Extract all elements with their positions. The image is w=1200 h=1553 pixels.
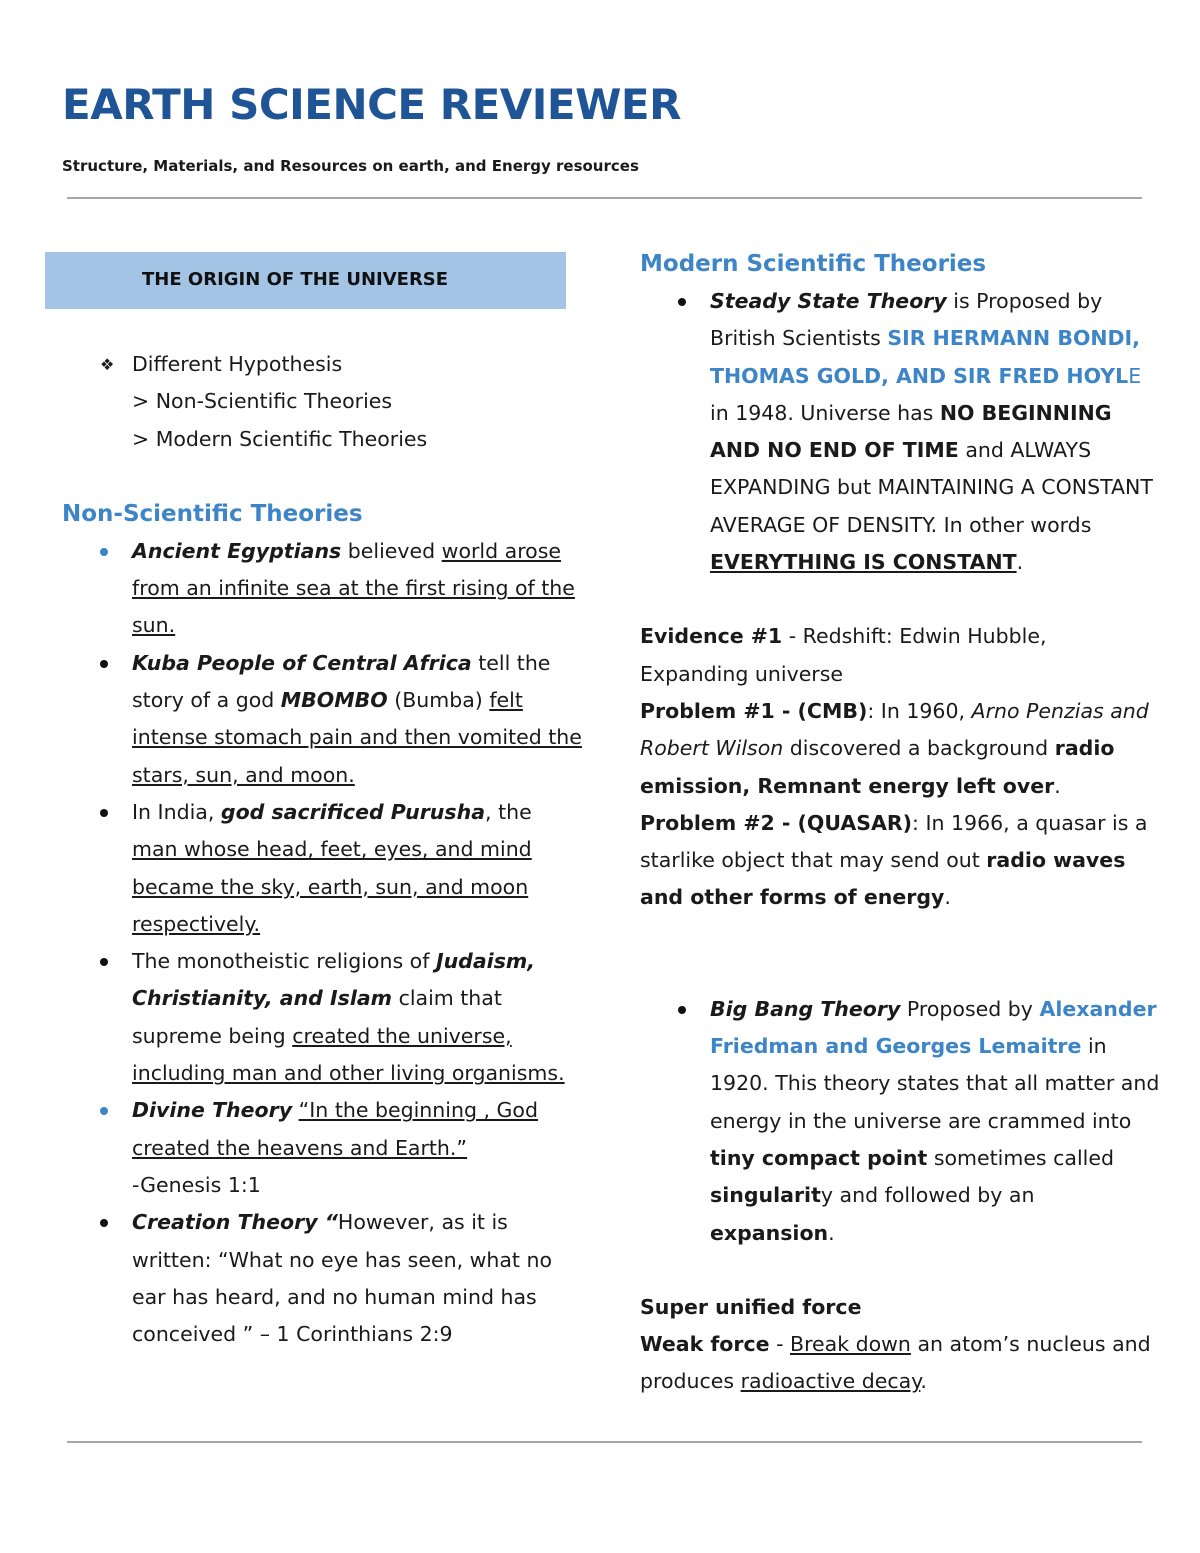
top-divider [67,197,1142,199]
kuba-story: felt intense stomach pain and then vomited the stars, sun, and moon. [132,688,582,787]
evidence-1-text: - Redshift: Edwin Hubble, Expanding universe [640,624,1047,686]
mono-claim: created the universe, including man and other living organisms. [132,1023,565,1086]
bigbang-text-4: y and followed by an [820,1183,1035,1208]
diamond-bullet-icon: ❖ [100,355,115,374]
evidence-1-label: Evidence #1 [640,624,783,649]
hypothesis-sub-1: > Non-Scientific Theories [132,389,393,414]
bigbang-text-1: Proposed by [900,996,1040,1021]
weak-force-text-1: - [769,1332,790,1357]
steady-text-1: is Proposed by British Scientists [710,289,1103,351]
bottom-divider [67,1441,1142,1443]
left-column [62,346,582,1353]
page-subtitle: Structure, Materials, and Resources on earth, and Energy resources [62,157,639,175]
weak-force-end: . [920,1369,927,1394]
bullet-icon [100,958,108,966]
problem-2-finding: radio waves and other forms of energy [640,848,1126,910]
problem-2-text-1: : In 1966, a quasar is a starlike object that may send out [640,810,1148,873]
kuba-text-1: tell the story of a god [132,650,551,713]
problem-1-text-2: discovered a background [783,736,1055,761]
modern-heading: Modern Scientific Theories [640,251,987,277]
problem-2 [640,805,1160,917]
right-column [640,245,1160,1401]
list-item-creation [62,1204,582,1353]
kuba-god: MBOMBO [280,688,388,713]
bullet-icon [100,1107,108,1115]
egypt-subject: Ancient Egyptians [132,538,342,563]
india-text-1: In India, [132,799,221,824]
nonsci-list [62,533,582,1354]
list-item-kuba [62,645,582,794]
steady-claim: NO BEGINNING AND NO END OF TIME [710,400,1112,463]
weak-force-decay: radioactive decay [740,1369,921,1394]
bullet-icon [678,298,686,306]
problem-1-label: Problem #1 - (CMB) [640,698,868,723]
modern-list [640,283,1160,581]
problem-2-label: Problem #2 - (QUASAR) [640,810,913,835]
bigbang-list [640,991,1160,1252]
bigbang-text-3: sometimes called [927,1145,1114,1170]
problem-1-finding: radio emission, Remnant energy left over [640,736,1115,798]
bigbang-subject: Big Bang Theory [710,996,901,1021]
india-text-2: , the [485,799,532,824]
bullet-icon [678,1006,686,1014]
steady-summary: EVERYTHING IS CONSTANT [710,550,1017,575]
list-item-egypt [62,533,582,645]
problem-2-end: . [944,885,951,910]
weak-force-action: Break down [790,1332,911,1357]
evidence-1 [640,618,1160,693]
bullet-icon [100,548,108,556]
hypothesis-label: Different Hypothesis [132,352,343,376]
kuba-text-2: (Bumba) [387,688,490,713]
problem-1 [640,693,1160,805]
weak-force-text-2: an atom’s nucleus and produces [640,1332,1151,1394]
bigbang-singular: singularit [710,1183,821,1208]
creation-quote: However, as it is written: “What no eye has seen, what no ear has heard, and no human mind has conceived ” – 1 Corinthians 2:9 [132,1210,553,1347]
steady-text-3: and ALWAYS EXPANDING but MAINTAINING A CONSTANT AVERAGE OF DENSITY. In other words [710,438,1153,537]
hypothesis-sub-2: > Modern Scientific Theories [132,426,428,451]
section-box-label: THE ORIGIN OF THE UNIVERSE [142,269,449,290]
india-story: man whose head, feet, eyes, and mind became the sky, earth, sun, and moon respectively. [132,837,532,936]
divine-ref: -Genesis 1:1 [132,1172,261,1197]
bigbang-expansion: expansion [710,1220,829,1245]
steady-end: . [1016,550,1024,575]
list-item-big-bang [640,991,1160,1252]
section-box [45,252,566,309]
bigbang-text-2: in 1920. This theory states that all matter and energy in the universe are crammed into [710,1034,1160,1133]
problem-1-text-1: : In 1960, [867,698,972,723]
mono-text-2: claim that supreme being [132,986,502,1048]
list-item-divine [62,1092,582,1204]
steady-subject: Steady State Theory [710,289,947,313]
creation-subject: Creation Theory “ [132,1210,338,1235]
super-unified-force: Super unified force [640,1294,862,1319]
bullet-icon [100,809,108,817]
kuba-subject: Kuba People of Central Africa [132,650,472,675]
list-item-steady-state [640,283,1160,581]
egypt-verb: believed [341,538,442,563]
problem-1-names: Arno Penzias and Robert Wilson [640,698,1149,761]
steady-scientists: SIR HERMANN BONDI, THOMAS GOLD, AND SIR FRED HOYL [710,326,1140,388]
india-subject: god sacrificed Purusha [220,799,486,824]
bigbang-point: tiny compact point [710,1145,928,1170]
nonsci-heading: Non-Scientific Theories [62,500,363,527]
bigbang-names: Alexander Friedman and Georges Lemaitre [710,996,1157,1059]
divine-subject: Divine Theory [132,1098,293,1123]
page-title: EARTH SCIENCE REVIEWER [62,80,681,129]
weak-force [640,1326,1160,1401]
mono-text-1: The monotheistic religions of [132,949,436,974]
hypothesis-item [62,346,582,383]
mono-subject: Judaism, Christianity, and Islam [132,949,536,1011]
weak-force-label: Weak force [640,1332,770,1357]
list-item-monotheistic [62,943,582,1092]
bullet-icon [100,660,108,668]
bigbang-end: . [828,1220,835,1245]
steady-scientists-end: E [1128,363,1142,388]
divine-quote: “In the beginning , God created the heavens and Earth.” [132,1098,538,1160]
egypt-belief: world arose from an infinite sea at the first rising of the sun. [132,538,575,638]
problem-1-end: . [1054,773,1061,798]
list-item-india [62,794,582,943]
steady-text-2: in 1948. Universe has [710,400,940,425]
bullet-icon [100,1219,108,1227]
